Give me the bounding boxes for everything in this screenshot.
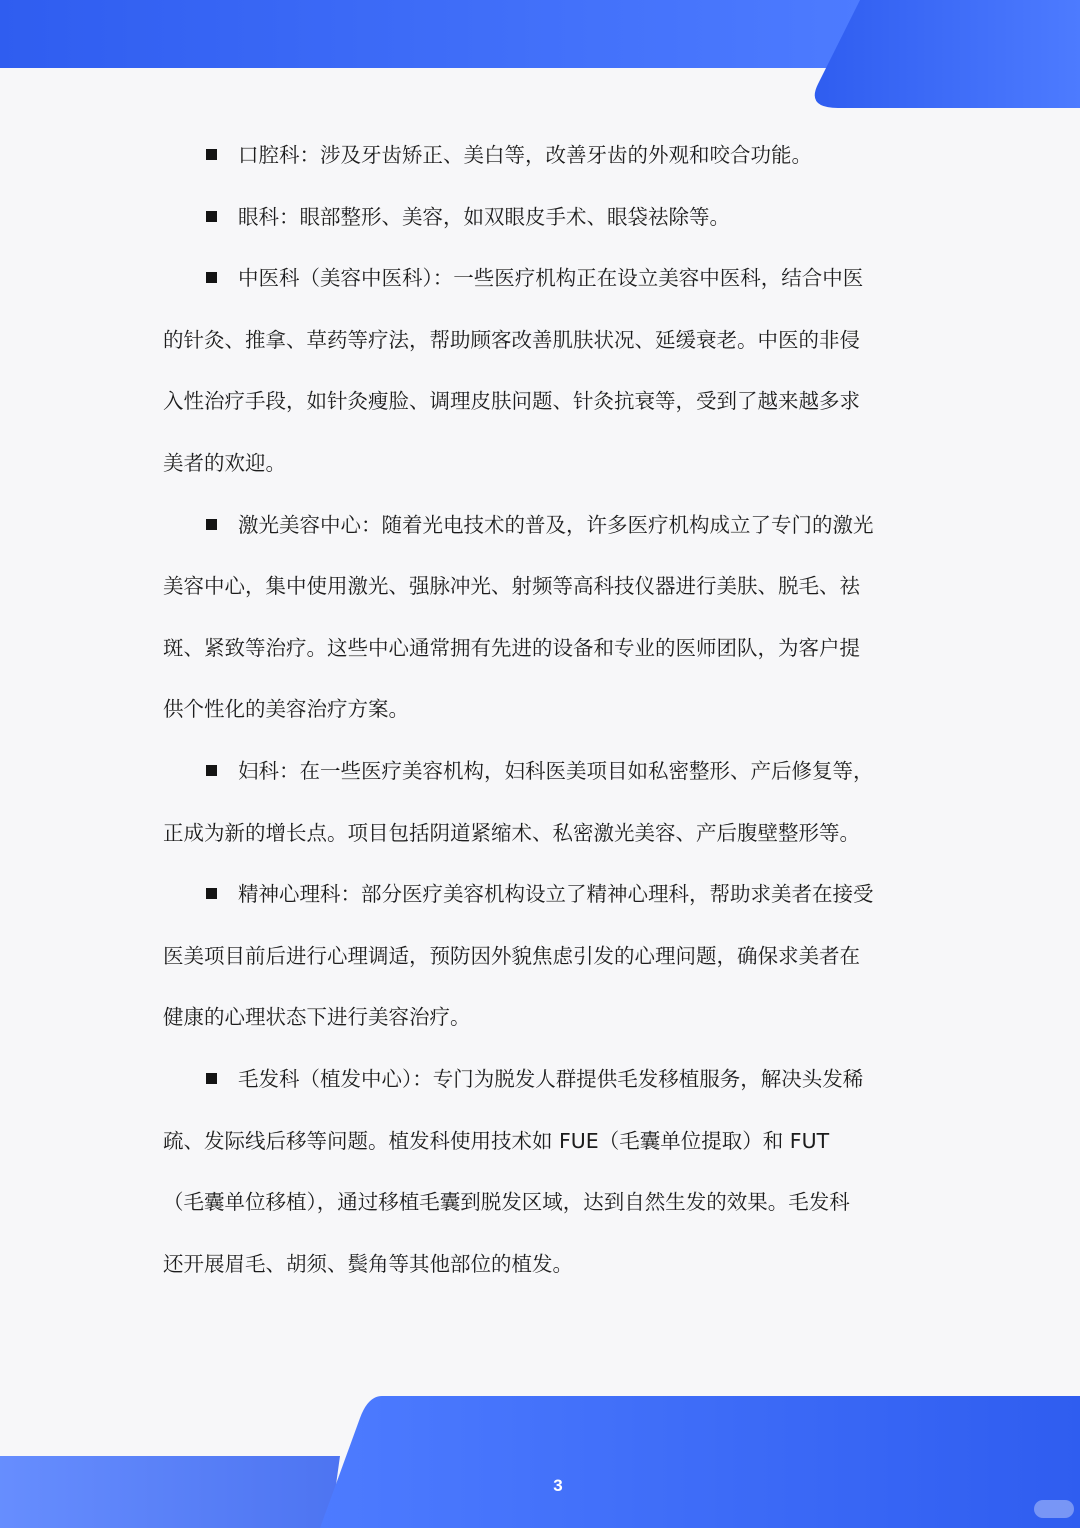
bullet-square-icon <box>206 888 217 899</box>
line-text: （毛囊单位移植），通过移植毛囊到脱发区域，达到自然生发的效果。毛发科 <box>163 1190 850 1215</box>
paragraph-first-line <box>206 756 966 786</box>
paragraph-first-line <box>206 879 966 909</box>
paragraph-line <box>163 941 923 971</box>
line-text: 斑、紧致等治疗。这些中心通常拥有先进的设备和专业的医师团队，为客户提 <box>163 635 860 660</box>
line-text: 供个性化的美容治疗方案。 <box>163 697 409 722</box>
line-text: 美容中心，集中使用激光、强脉冲光、射频等高科技仪器进行美肤、脱毛、祛 <box>163 574 860 599</box>
page-number: 3 <box>553 1476 563 1495</box>
watermark-badge <box>1034 1500 1074 1518</box>
paragraph-line <box>163 694 923 724</box>
paragraph-line <box>163 325 923 355</box>
bullet-square-icon <box>206 519 217 530</box>
bottom-banner-light <box>0 1456 340 1528</box>
line-text: 健康的心理状态下进行美容治疗。 <box>163 1005 471 1030</box>
paragraph-line <box>163 633 923 663</box>
line-text: 激光美容中心：随着光电技术的普及，许多医疗机构成立了专门的激光 <box>238 512 874 537</box>
line-text: 口腔科：涉及牙齿矫正、美白等，改善牙齿的外观和咬合功能。 <box>238 143 812 167</box>
paragraph-line <box>163 818 923 848</box>
line-text: 入性治疗手段，如针灸瘦脸、调理皮肤问题、针灸抗衰等，受到了越来越多求 <box>163 389 860 414</box>
line-text: 医美项目前后进行心理调适，预防因外貌焦虑引发的心理问题，确保求美者在 <box>163 943 860 968</box>
paragraph-line <box>163 571 923 601</box>
paragraph-line <box>163 1249 923 1279</box>
line-text: 的针灸、推拿、草药等疗法，帮助顾客改善肌肤状况、延缓衰老。中医的非侵 <box>163 327 860 352</box>
paragraph-first-line <box>206 263 966 293</box>
paragraph-line <box>163 448 923 478</box>
line-text: 精神心理科：部分医疗美容机构设立了精神心理科，帮助求美者在接受 <box>238 882 874 907</box>
bottom-banner-main <box>320 1396 1080 1528</box>
paragraph-line <box>163 1126 923 1156</box>
bullet-square-icon <box>206 149 217 160</box>
paragraph-first-line <box>206 202 966 232</box>
bullet-square-icon <box>206 211 217 222</box>
line-text: 还开展眉毛、胡须、鬓角等其他部位的植发。 <box>163 1251 573 1276</box>
paragraph-first-line <box>206 140 966 170</box>
line-text: 中医科（美容中医科）：一些医疗机构正在设立美容中医科，结合中医 <box>238 266 864 291</box>
bullet-square-icon <box>206 765 217 776</box>
paragraph-line <box>163 386 923 416</box>
line-text: 正成为新的增长点。项目包括阴道紧缩术、私密激光美容、产后腹壁整形等。 <box>163 820 860 845</box>
top-banner-tab <box>815 0 1080 108</box>
line-text: 毛发科（植发中心）：专门为脱发人群提供毛发移植服务，解决头发稀 <box>238 1067 864 1091</box>
line-text: 妇科：在一些医疗美容机构，妇科医美项目如私密整形、产后修复等， <box>238 759 874 783</box>
paragraph-line <box>163 1187 923 1217</box>
bullet-square-icon <box>206 272 217 283</box>
line-text: 美者的欢迎。 <box>163 451 286 475</box>
line-text: 眼科：眼部整形、美容，如双眼皮手术、眼袋祛除等。 <box>238 204 730 229</box>
paragraph-line <box>163 1002 923 1032</box>
top-banner-stripe <box>0 0 860 68</box>
bullet-square-icon <box>206 1073 217 1084</box>
line-text: 疏、发际线后移等问题。植发科使用技术如 FUE（毛囊单位提取）和 FUT <box>163 1128 830 1153</box>
paragraph-first-line <box>206 510 966 540</box>
paragraph-first-line <box>206 1064 966 1094</box>
